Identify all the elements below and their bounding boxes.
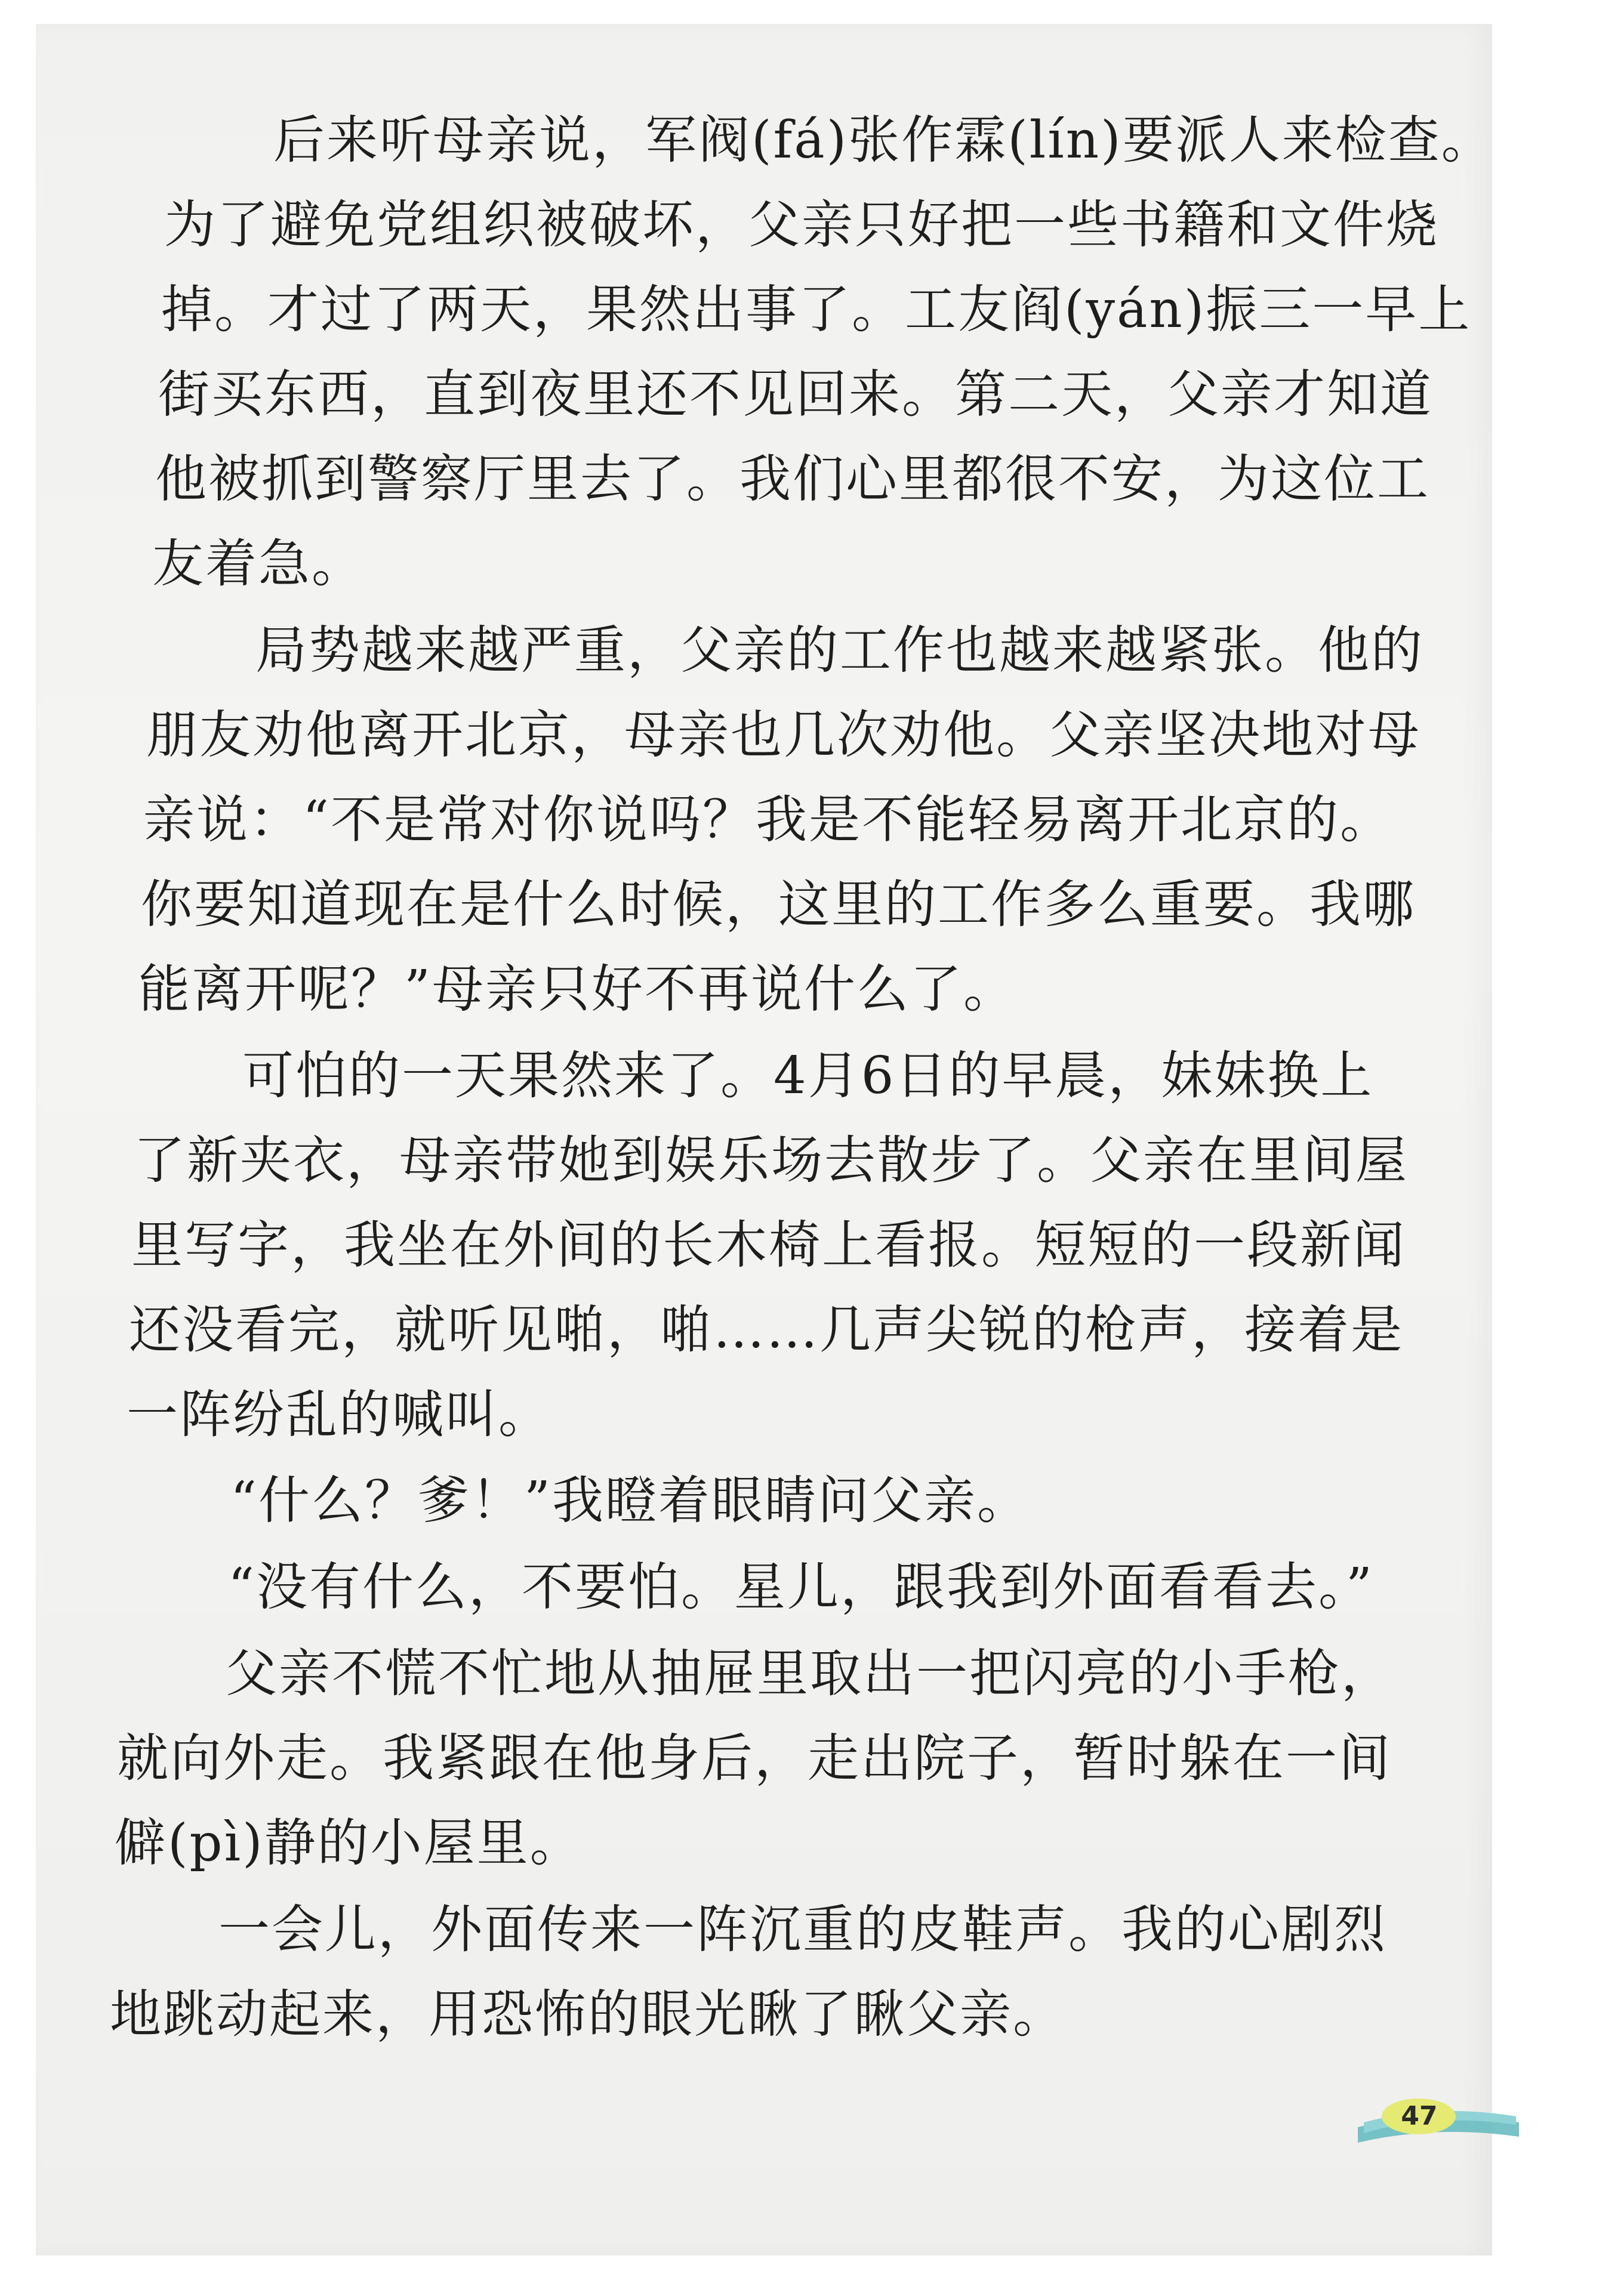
text-line: 你要知道现在是什么时候，这里的工作多么重要。我哪 bbox=[141, 875, 1416, 934]
text-line: 一阵纷乱的喊叫。 bbox=[127, 1385, 551, 1445]
text-line: 还没看完，就听见啪，啪……几声尖锐的枪声，接着是 bbox=[129, 1300, 1404, 1360]
text-line: 他被抓到警察厅里去了。我们心里都很不安，为这位工 bbox=[155, 449, 1430, 509]
text-body bbox=[36, 24, 1492, 2255]
text-line: 僻(pì)静的小屋里。 bbox=[115, 1813, 583, 1873]
text-line: 地跳动起来，用恐怖的眼光瞅了瞅父亲。 bbox=[110, 1985, 1066, 2044]
text-line: “什么？爹！”我瞪着眼睛问父亲。 bbox=[124, 1471, 1030, 1530]
book-page bbox=[36, 24, 1492, 2255]
text-line: 局势越来越严重，父亲的工作也越来越紧张。他的 bbox=[149, 621, 1424, 680]
text-line: 父亲不慌不忙地从抽屉里取出一把闪亮的小手枪， bbox=[119, 1644, 1394, 1704]
text-line: 为了避免党组织被破坏，父亲只好把一些书籍和文件烧 bbox=[164, 195, 1439, 255]
text-line: 亲说：“不是常对你说吗？我是不能轻易离开北京的。 bbox=[143, 790, 1393, 850]
text-line: 里写字，我坐在外间的长木椅上看报。短短的一段新闻 bbox=[131, 1215, 1406, 1275]
text-line: 了新夹衣，母亲带她到娱乐场去散步了。父亲在里间屋 bbox=[134, 1131, 1409, 1190]
text-line: 朋友劝他离开北京，母亲也几次劝他。父亲坚决地对母 bbox=[146, 705, 1421, 765]
text-line: 一会儿，外面传来一阵沉重的皮鞋声。我的心剧烈 bbox=[112, 1900, 1387, 1959]
text-line: 友着急。 bbox=[152, 534, 365, 594]
text-line: 可怕的一天果然来了。4月6日的早晨，妹妹换上 bbox=[136, 1046, 1374, 1106]
text-line: 街买东西，直到夜里还不见回来。第二天，父亲才知道 bbox=[158, 365, 1433, 424]
text-line: 就向外走。我紧跟在他身后，走出院子，暂时躲在一间 bbox=[117, 1729, 1392, 1788]
page-number: 47 bbox=[1401, 2101, 1438, 2131]
text-line: 后来听母亲说，军阀(fá)张作霖(lín)要派人来检查。 bbox=[167, 110, 1494, 170]
text-line: 掉。才过了两天，果然出事了。工友阎(yán)振三一早上 bbox=[161, 280, 1472, 340]
page-number-badge bbox=[1346, 2085, 1525, 2157]
text-line: “没有什么，不要怕。星儿，跟我到外面看看去。” bbox=[122, 1557, 1374, 1617]
text-line: 能离开呢？”母亲只好不再说什么了。 bbox=[138, 959, 1016, 1019]
